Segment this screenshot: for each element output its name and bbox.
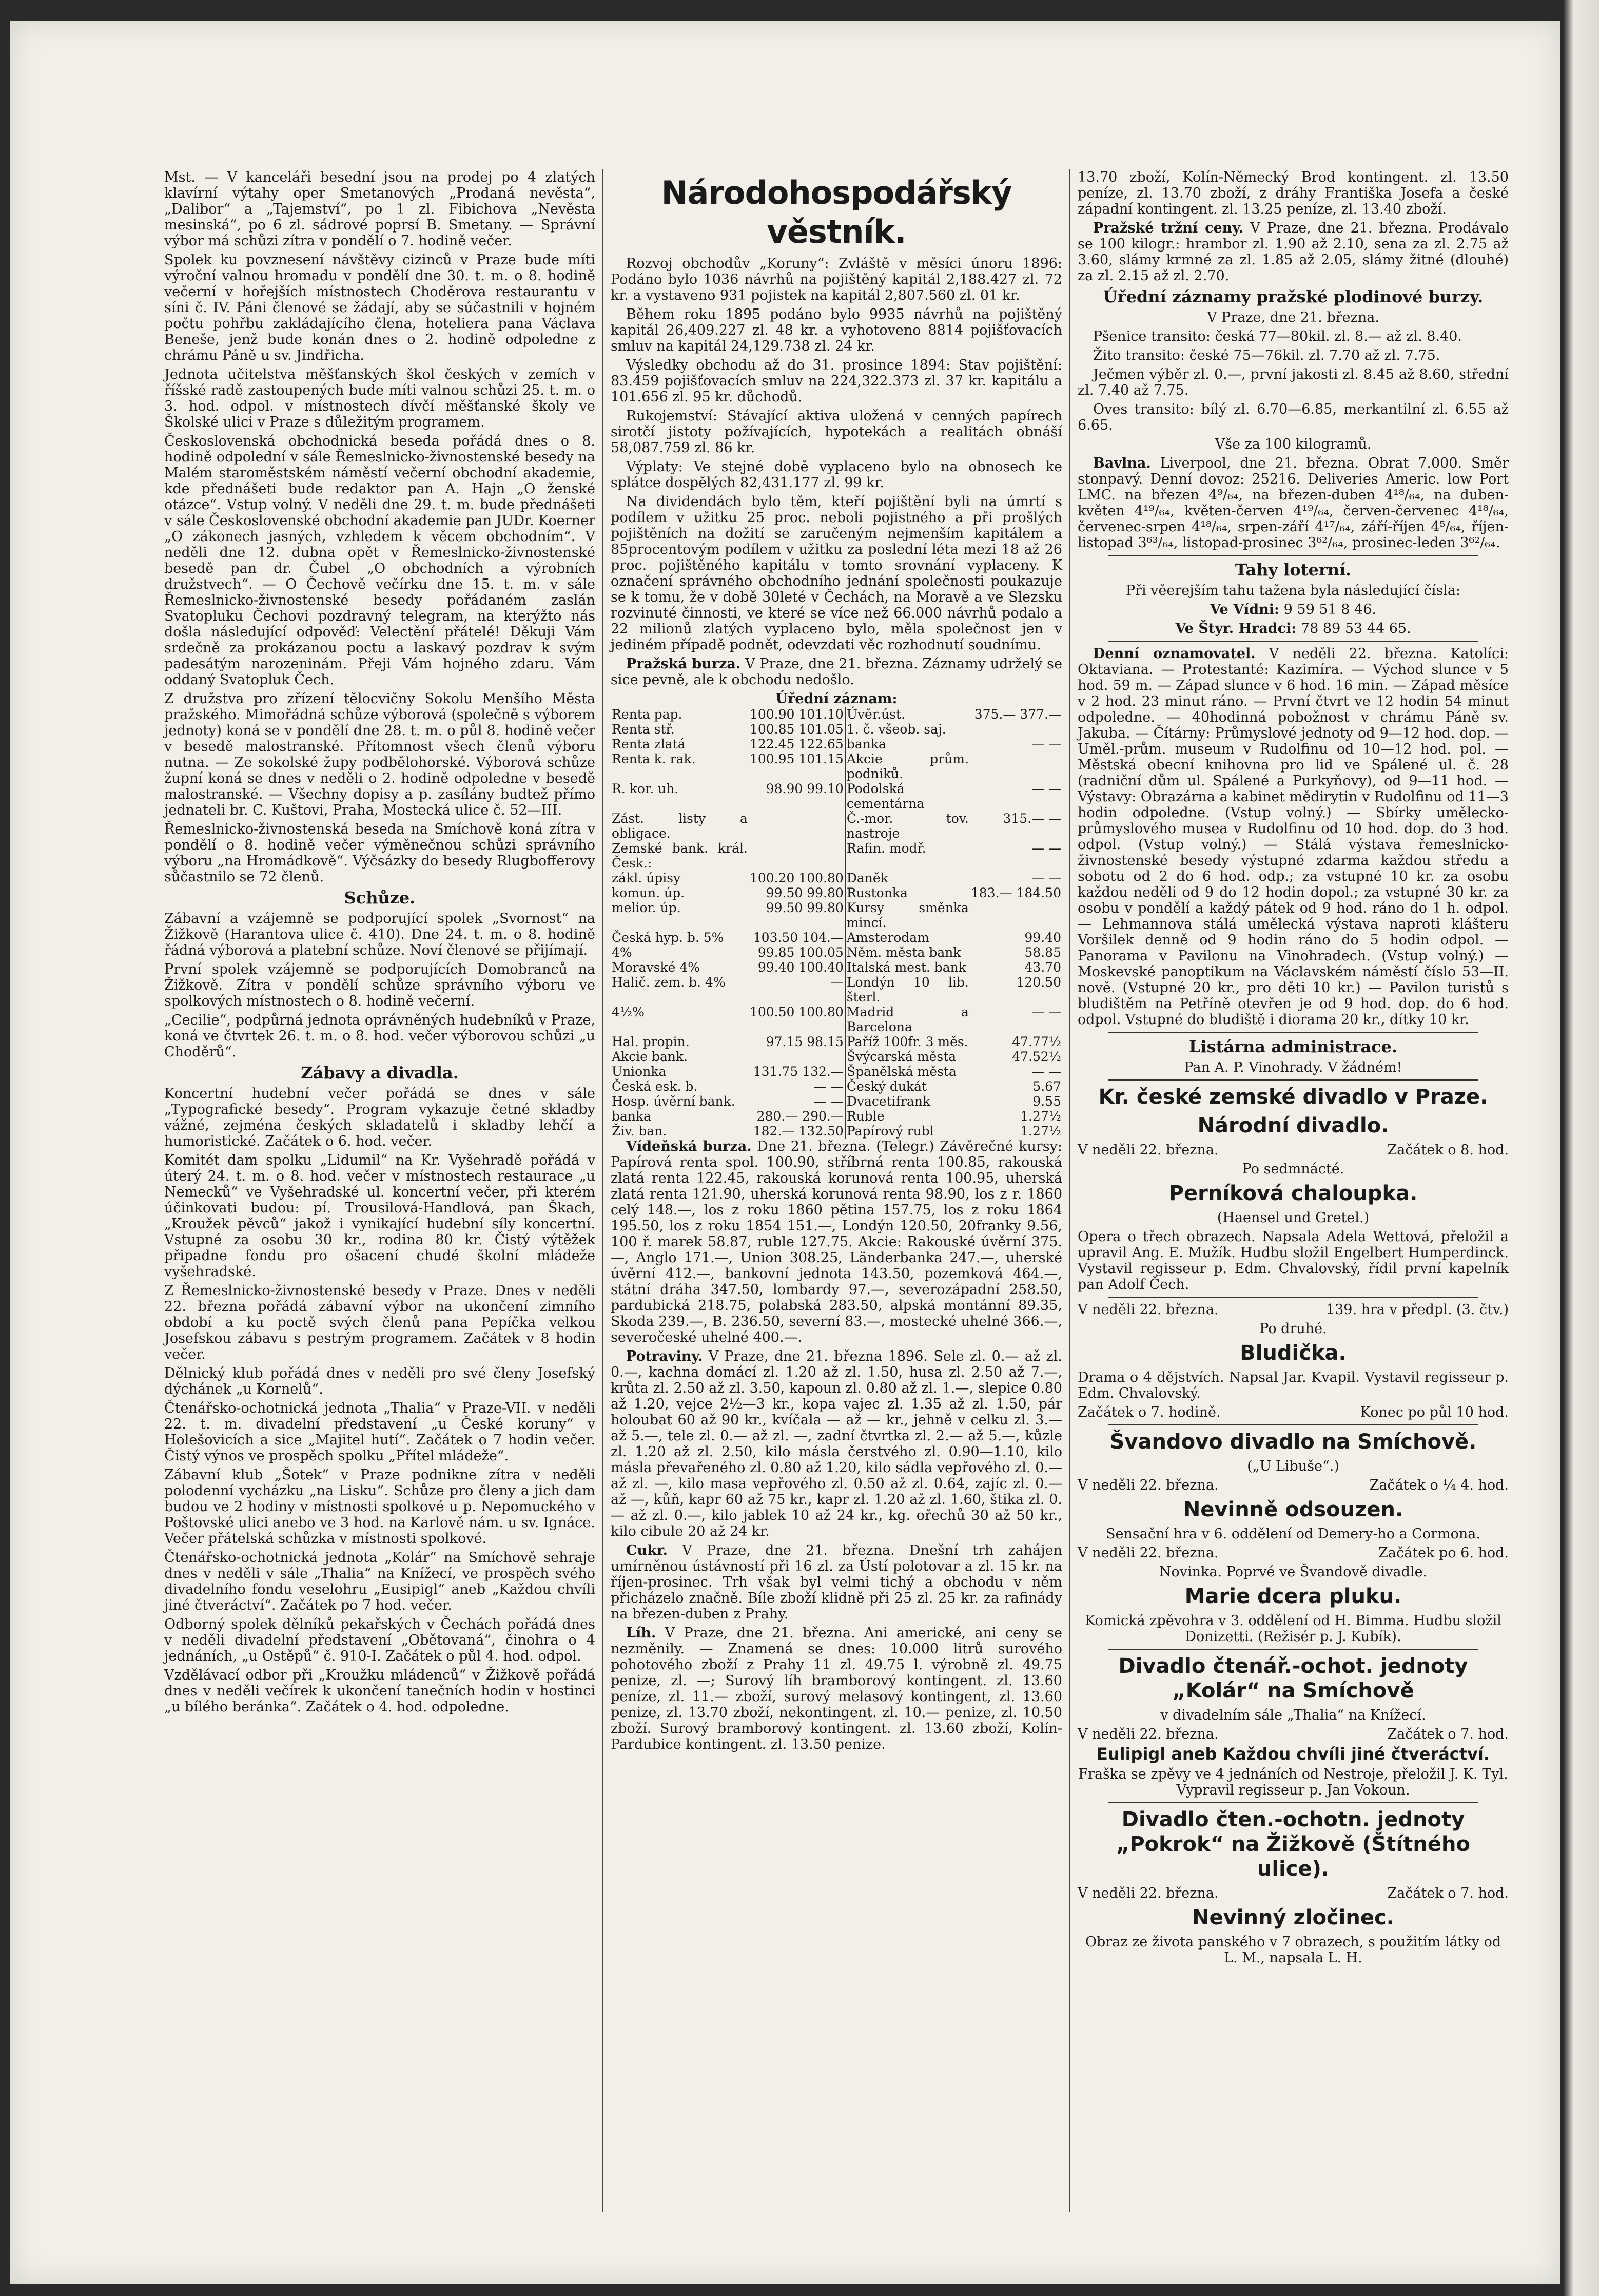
show-date: V neděli 22. března.	[1078, 1885, 1219, 1901]
show-start: Začátek o 8. hod.	[1387, 1142, 1509, 1158]
table-cell: Halič. zem. b. 4%	[612, 975, 726, 990]
play-credits: Komická zpěvohra v 3. oddělení od H. Bimma. Hudbu složil Donizetti. (Režisér p. J. Kubík).	[1085, 1613, 1502, 1645]
table-cell: melior. úp.	[612, 900, 681, 915]
table-row	[611, 871, 1062, 885]
show-note: Po sedmnácté.	[1242, 1161, 1344, 1177]
plodiny-line: Vše za 100 kilogramů.	[1215, 436, 1372, 452]
table-row	[611, 1049, 1062, 1064]
section-heading-bavlna: Bavlna.	[1093, 455, 1151, 471]
notice: Zábavní a vzájemně se podporující spolek „Svornost“ na Žižkově (Harantova ulice č. 410). Dne 24. t. m. o 8. hodině řádná výborová a platební schůze. Noví členové se přijímají.	[164, 911, 595, 958]
article-para: Rukojemství: Stávající aktiva uložená v cenných papírech sirotčí jistoty požívajících, hypotekách a realitách obnáší 58,087.759 zl. 86 kr.	[611, 408, 1062, 456]
table-cell: Madrid a Barcelona	[845, 1005, 970, 1034]
table-cell: R. kor. uh.	[612, 781, 679, 796]
table-cell: 4%	[612, 945, 632, 960]
table-cell: Česká esk. b.	[612, 1079, 698, 1094]
table-row	[611, 1124, 1062, 1139]
table-cell: 100.90 101.10	[749, 707, 844, 722]
show-note: Novinka. Poprvé ve Švandově divadle.	[1159, 1564, 1428, 1580]
table-title: Úřední záznam:	[775, 691, 898, 707]
play-title: Nevinný zločinec.	[1192, 1906, 1394, 1930]
column-left	[164, 169, 595, 1718]
theatre-subtitle: v divadelním sále „Thalia“ na Knížecí.	[1160, 1707, 1426, 1723]
table-cell: Italská mest. bank	[845, 960, 970, 975]
table-cell: Český dukát	[845, 1079, 970, 1094]
plodiny-line: Pšenice transito: česká 77—80kil. zl. 8.— až zl. 8.40.	[1093, 329, 1463, 344]
theatre-name: Národní divadlo.	[1197, 1114, 1389, 1137]
table-cell: Dvacetifrank	[845, 1094, 970, 1109]
notice: Komitét dam spolku „Lidumil“ na Kr. Vyšehradě pořádá v úterý 24. t. m. o 8. hod. večer v místnostech restaurace „u Nemecků“ ve Vyšehradské ul. koncertní večer, při kterém účinkovati budou: pí. Trousilová-Handlová, pan Škach, „Kroužek pěvců“ jakož i vynikající hudební síly koncertní. Vstupné za osobu 30 kr., rodina 80 kr. Čistý výtěžek připadne fondu pro ošacení chudé školní mládeže vyšehradské.	[164, 1152, 595, 1280]
table-cell: Paříž 100fr. 3 měs.	[845, 1034, 970, 1049]
show-start: Začátek po 6. hod.	[1378, 1545, 1509, 1561]
table-cell: Španělská města	[845, 1064, 970, 1079]
section-heading-cukr: Cukr.	[626, 1542, 668, 1558]
listarna-text: Pan A. P. Vinohrady. V žádném!	[1184, 1059, 1402, 1075]
show-end: Konec po půl 10 hod.	[1360, 1404, 1509, 1420]
table-cell: Akcie prům. podniků.	[845, 751, 970, 781]
notice: Spolek ku povznesení návštěvy cizinců v Praze bude míti výroční valnou hromadu v pondělí dne 30. t. m. o 8. hodině večerní v hořejších místnostech Choděrova restaurantu v síni č. IV. Páni členové se žádají, aby se súčastnili v hojném počtu pohřbu zakládajícího člena, hoteliera pana Václava Beneše, jenž bude konán dnes o 2. hodině odpoledne z chrámu Páně u sv. Jindřicha.	[164, 252, 595, 363]
table-cell: — —	[1031, 1005, 1061, 1019]
table-cell: Akcie bank.	[612, 1049, 688, 1064]
divider	[1108, 1032, 1478, 1033]
column-rule	[602, 169, 603, 2212]
table-cell: Zemské bank. král. Česk.:	[612, 841, 748, 871]
table-cell: 9.55	[1032, 1094, 1061, 1109]
section-heading-listarna: Listárna administrace.	[1188, 1037, 1398, 1056]
lih-text: V Praze, dne 21. března. Ani americké, ani ceny se nezměnily. — Znamená se dnes: 10.000 litrů surového pohotového zboží z Prahy 11 zl. 49.75 l. výrobně zl. 49.75 penize, zl. —; Surový líh bramborový kontingent. zl. 13.60 peníze, zl. 11.— zboží, surový melasový kontingent, zl. 13.60 penize, zl. 13.70 zboží, nekontingent. zl. 10.— penize, zl. 10.50 zboží. Surový bramborový kontingent. zl. 13.60 zboží, Kolín-Pardubice kontingent. zl. 13.50 penize.	[611, 1625, 1062, 1752]
notice: Odborný spolek dělníků pekařských v Čechách pořádá dnes v neděli divadelní představení „Obětovaná“, činohra o 4 jednáních, „u Ostěpů“ č. 910-I. Začátek o půl 4. hod. odpol.	[164, 1616, 595, 1664]
show-note: 139. hra v předpl. (3. čtv.)	[1325, 1302, 1509, 1318]
table-row	[611, 960, 1062, 975]
table-cell: 4½%	[612, 1005, 645, 1019]
table-row	[611, 1109, 1062, 1124]
table-cell: 58.85	[1024, 945, 1061, 960]
table-cell: 100.50 100.80	[749, 1005, 844, 1019]
table-cell: 315.— —	[1003, 811, 1061, 826]
table-cell: 120.50	[1016, 975, 1061, 990]
table-cell: Hal. propin.	[612, 1034, 690, 1049]
table-cell: Č.-mor. tov. nastroje	[845, 811, 970, 841]
table-cell: Rustonka	[845, 885, 970, 900]
table-row	[611, 930, 1062, 945]
table-cell: Unionka	[612, 1064, 667, 1079]
table-cell	[970, 751, 1062, 781]
table-cell: 47.52½	[1012, 1049, 1061, 1064]
potraviny-text: V Praze, dne 21. března 1896. Sele zl. 0.— až zl. 0.—, kachna domácí zl. 1.20 až zl. 1.50, husa zl. 2.50 až 7.—, krůta zl. 2.50 až zl. 3.50, kapoun zl. 0.80 až zl. 1.—, slepice 0.80 až 1.20, vejce 2½—3 kr., kopa vajec zl. 1.35 až zl. 1.50, pár holoubat 60 až 90 kr., kvíčala — až — kr., jehně v celku zl. 3.— až 5.—, tele zl. 0.— až zl. —, zadní čtvrtka zl. 2.— až 5.—, kůzle zl. 1.20 až zl. 2.50, kilo másla čerstvého zl. 0.90—1.10, kilo másla převařeného zl. 0.80 až 1.20, kilo sádla vepřového zl. 0.— až zl. —, kilo masa vepřového zl. 0.50 až zl. 0.64, zajíc zl. 0.— až —, kůň, kapr 60 až 75 kr., kapr zl. 1.20 až zl. 1.60, štika zl. 0.— až zl. 0.—, kilo jablek 10 až 24 kr., kg. ořechů 30 až 50 kr., kilo cibule 20 až 24 kr.	[611, 1348, 1062, 1539]
table-cell: 43.70	[1024, 960, 1061, 975]
table-cell: 183.— 184.50	[970, 885, 1061, 900]
table-cell: Rafin. modř.	[845, 841, 970, 871]
table-cell: 97.15 98.15	[766, 1034, 844, 1049]
table-cell: — —	[1031, 781, 1061, 796]
table-cell: 280.— 290.—	[756, 1109, 844, 1124]
section-heading-potraviny: Potraviny.	[626, 1348, 703, 1364]
table-cell: 1. č. všeob. saj.	[845, 722, 970, 737]
table-cell	[749, 841, 845, 871]
table-cell: Něm. města bank	[845, 945, 970, 960]
show-start: Začátek o 7. hod.	[1387, 1885, 1509, 1901]
videnska-text: Dne 21. března. (Telegr.) Závěrečné kursy: Papírová renta spol. 100.90, stříbrná renta 100.85, rakouská zlatá renta 122.45, rakouská korunová renta 100.95, uherská zlatá renta 121.90, uherská korunová renta 98.90, los z r. 1860 celý 148.—, los z roku 1860 pětina 157.75, los z roku 1864 195.50, los z roku 1854 151.—, Londýn 120.50, 20franky 9.56, 100 ř. marek 58.87, ruble 127.75. Akcie: Rakouské úvěrní 375.—, Anglo 171.—, Union 308.25, Länderbanka 247.—, uherské úvěrní 412.—, bankovní jednota 143.50, pozemková 464.—, státní dráha 347.50, lombardy 97.—, severozápadní 258.50, pardubická 218.75, polabská 283.50, alpská montánní 89.35, Skoda 239.—, B. 236.50, severní 83.—, mostecké uhelné 366.—, severočeské uhelné 400.—.	[611, 1139, 1062, 1345]
table-cell: — —	[813, 1079, 844, 1094]
show-date: V neděli 22. března.	[1078, 1302, 1219, 1318]
notice: Čtenářsko-ochotnická jednota „Thalia“ v Praze-VII. v neděli 22. t. m. divadelní představení „u České koruny“ v Holešovicích a sice „Majitel hutí“. Začátek o 7 hodin večer. Čistý výnos ve prospěch spolku „Přítel mládeže“.	[164, 1400, 595, 1464]
section-heading-zabavy: Zábavy a divadla.	[301, 1063, 459, 1083]
table-cell: 99.50 99.80	[766, 900, 844, 915]
table-row	[611, 707, 1062, 722]
table-cell: 100.85 101.05	[749, 722, 844, 737]
table-cell: 99.40 100.40	[757, 960, 844, 975]
table-cell: Renta stř.	[612, 722, 675, 737]
divider	[1108, 1649, 1478, 1650]
table-cell: zákl. úpisy	[612, 871, 681, 885]
notice: Zábavní klub „Šotek“ v Praze podnikne zítra v neděli polodenní vycházku „na Lisku“. Schůze pro členy a jich dam budou ve 2 hodiny v místnosti spolkové u p. Nepomuckého v Poštovské ulici anebo ve 3 hod. na Karlově nám. u sv. Ignáce. Večer přátelská schůzka v místnosti spolkové.	[164, 1467, 595, 1547]
section-heading-burza: Pražská burza.	[626, 656, 741, 672]
section-heading-divadlo: Kr. české zemské divadlo v Praze.	[1098, 1085, 1488, 1109]
table-row	[611, 841, 1062, 871]
tahy-city: Ve Vídni:	[1210, 602, 1280, 618]
table-cell: Renta k. rak.	[612, 751, 696, 766]
divider	[1108, 555, 1478, 556]
table-cell	[749, 811, 845, 841]
table-cell: Hosp. úvěrní bank.	[612, 1094, 735, 1109]
play-credits: Opera o třech obrazech. Napsala Adela Wettová, přeložil a upravil Ang. E. Mužík. Hudbu složil Engelbert Humperdinck. Vystavil regisseur p. Edm. Chvalovský, řídil první kapelník pan Adolf Čech.	[1078, 1229, 1509, 1292]
quotes-table	[611, 707, 1062, 1139]
article-para: 13.70 zboží, Kolín-Německý Brod kontingent. zl. 13.50 peníze, zl. 13.70 zboží, z dráhy Františka Josefa a české západní kontingent. zl. 13.25 peníze, zl. 13.40 zboží.	[1078, 169, 1509, 217]
play-title: Nevinně odsouzen.	[1183, 1498, 1403, 1521]
show-note: Po druhé.	[1259, 1321, 1327, 1337]
notice: Koncertní hudební večer pořádá se dnes v sále „Typografické besedy“. Program vykazuje četné skladby vážné, zejména českých skladatelů i skladby lehčí a humoristické. Začátek o 6. hod. večer.	[164, 1086, 595, 1149]
article-para: Rozvoj obchodův „Koruny“: Zvláště v měsíci únoru 1896: Podáno bylo 1036 návrhů na pojištěný kapitál 2,188.427 zl. 72 kr. a vystaveno 931 pojistek na kapitál 2,807.560 zl. 01 kr.	[611, 256, 1062, 303]
play-title: Perníková chaloupka.	[1168, 1182, 1418, 1205]
table-cell: Moravské 4%	[612, 960, 700, 975]
plodiny-line: Oves transito: bílý zl. 6.70—6.85, merkantilní zl. 6.55 až 6.65.	[1078, 401, 1509, 433]
table-cell: Amsterodam	[845, 930, 970, 945]
show-date: V neděli 22. března.	[1078, 1545, 1219, 1561]
show-date: V neděli 22. března.	[1078, 1477, 1219, 1493]
plodiny-line: V Praze, dne 21. března.	[1207, 310, 1379, 325]
denni-text: V neděli 22. března. Katolíci: Oktaviana. — Protestanté: Kazimíra. — Východ slunce v 5 hod. 59 m. — Západ slunce v 6 hod. 16 min. — Západ měsíce v 2 hod. 23 minut ráno. — První čtvrt ve 12 hodin 54 minut odpoledne. — 40hodinná pobožnost v chrámu Páně sv. Jakuba. — Čítárny: Průmyslové jednoty od 9—12 hod. dop. — Uměl.-prům. museum v Rudolfinu od 10—12 hod. pol. — Městská obecní knihovna pro lid ve Spálené ul. č. 28 (radniční dům ul. Spálené a Purkyňovy), od 9—11 hod. — Výstavy: Obrazárna a kabinet mědirytin v Rudolfinu od 11—3 hodin odpoledne. (Vstup volný.) — Sbírky umělecko-průmyslového musea v Rudolfinu od 10 hod. dop. do 3 hod. odpol. (Vstup volný.) — Stálá výstava řemeslnicko-živnostenské besedy výstupné zdarma každou středu a sobotu od 2 do 6 hod. odp.; za vstupné 10 kr. za osobu každou neděli od 9 do 12 hodin dopol.; za vstupné 30 kr. za osobu v pondělí a každý pátek od 9 hod. ráno do 1 h. odpol. — Lehmannova stálá umělecká výstava naproti klášteru Voršilek denně od 9 hodin ráno do 5 hodin odpol. — Panorama v Pavilonu na Vinohradech. (Vstup volný.) — Moskevské panoptikum na Václavském náměstí číslo 53—II. nově. (Vstupné 20 kr., pro děti 10 kr.) — Pavilon turistů s bludištěm na Petříně otevřen je od 9 hod. dop. do 6 hod. odpol. Vstupné do bludiště i diorama 20 kr., dítky 10 kr.	[1078, 646, 1509, 1028]
table-cell	[749, 1049, 845, 1064]
table-row	[611, 751, 1062, 781]
table-cell: Ruble	[845, 1109, 970, 1124]
table-cell: 1.27½	[1020, 1124, 1061, 1139]
tahy-city: Ve Štyr. Hradci:	[1175, 621, 1297, 636]
table-cell: Londýn 10 lib. šterl.	[845, 975, 970, 1005]
tahy-numbers: 9 59 51 8 46.	[1283, 602, 1376, 618]
table-cell: 99.40	[1024, 930, 1061, 945]
table-cell: 122.45 122.65	[749, 737, 844, 751]
table-cell: banka	[845, 737, 970, 751]
column-right	[1078, 169, 1509, 1969]
notice: Vzdělávací odbor při „Kroužku mládenců“ v Žižkově pořádá dnes v neděli večírek k ukončení tanečních hodin v hostinci „u bílého beránka“. Začátek o 4. hod. odpoledne.	[164, 1667, 595, 1715]
column-middle	[611, 169, 1062, 1755]
play-title: Eulipigl aneb Každou chvíli jiné čtveráctví.	[1096, 1744, 1490, 1764]
show-date: V neděli 22. března.	[1078, 1142, 1219, 1158]
table-cell: 131.75 132.—	[753, 1064, 844, 1079]
play-credits: Obraz ze života panského v 7 obrazech, s použitím látky od L. M., napsala L. H.	[1085, 1934, 1502, 1966]
show-date: V neděli 22. března.	[1078, 1726, 1219, 1742]
section-heading-trzni: Pražské tržní ceny.	[1093, 220, 1244, 236]
table-cell: Úvěr.úst.	[845, 707, 970, 722]
play-subtitle: (Haensel und Gretel.)	[1217, 1210, 1370, 1226]
table-cell: 47.77½	[1012, 1034, 1061, 1049]
table-row	[611, 885, 1062, 900]
table-cell: Česká hyp. b. 5%	[612, 930, 724, 945]
notice: Z Řemeslnicko-živnostenské besedy v Praze. Dnes v neděli 22. března pořádá zábavní výbor na ukončení zimního období a ku poctě svých členů pana Pepíčka velkou Josefskou zábavu s pestrým programem. Začátek v 8 hodin večer.	[164, 1283, 595, 1362]
trzni-text: V Praze, dne 21. března. Prodávalo se 100 kilogr.: hrambor zl. 1.90 až 2.10, sena za zl. 2.75 až 3.60, slámy krmné za zl. 1.85 až 2.05, slámy žitné (dlouhé) za zl. 2.15 až zl. 2.70.	[1078, 220, 1509, 284]
divider	[1108, 1424, 1478, 1425]
divider	[1108, 1297, 1478, 1298]
table-cell: — —	[1031, 1064, 1061, 1079]
table-cell: Papírový rubl	[845, 1124, 970, 1139]
section-heading-denni: Denní oznamovatel.	[1093, 646, 1256, 662]
divider	[1108, 641, 1478, 642]
section-heading-lih: Líh.	[626, 1625, 656, 1641]
table-cell: Renta zlatá	[612, 737, 686, 751]
table-cell: Zást. listy a obligace.	[612, 811, 748, 841]
table-row	[611, 900, 1062, 930]
table-cell	[970, 722, 1062, 737]
table-cell: 100.95 101.15	[749, 751, 844, 766]
table-cell: komun. úp.	[612, 885, 685, 900]
table-cell: — —	[1031, 871, 1061, 885]
notice: První spolek vzájemně se podporujících Domobranců na Žižkově. Zítra v pondělí schůze správního výboru ve spolkových místnostech o 8. hodině večerní.	[164, 961, 595, 1009]
table-cell: Živ. ban.	[612, 1124, 667, 1139]
notice: Řemeslnicko-živnostenská beseda na Smíchově koná zítra v pondělí o 8. hodině večer výměnečnou schůzi správního výboru „na Hromádkově“. Výčsázky do besedy Rlugbofferovy sůčastnilo se 72 členů.	[164, 821, 595, 885]
play-title: Bludička.	[1240, 1341, 1347, 1365]
table-cell: 375.— 377.—	[974, 707, 1061, 722]
table-cell: Kursy směnka mincí.	[845, 900, 970, 930]
notice: Československá obchodnická beseda pořádá dnes o 8. hodině odpolední v sále Řemeslnicko-živnostenské besedy na Malém staroměstském náměstí večerní obchodní akademie, kde přednášeti bude redaktor pan A. Hajn „O ženské otázce“. Vstup volný. V neděli dne 29. t. m. bude přednášeti v sále Československé obchodní akademie pan JUDr. Koerner „O zákonech jasných, vzhledem k věcem obchodním“. V neděli dne 12. dubna opět v Řemeslnicko-živnostenské besedě pan dr. Čubel „O obchodních a výrobních družstvech“. — O Čechově večírku dne 15. t. m. v sále Řemeslnicko-živnostenské besedy pořádaném zaslán Svatopluku Čechovi pozdravný telegram, na kterýžto nás došla následující odpověď: Velectění přátelé! Děkuji Vám srdečně za prokázanou poctu a laskavý pozdrav k svým padesátým narozeninám. Přeji Vám hojného zdaru. Vám oddaný Svatopluk Čech.	[164, 433, 595, 688]
tahy-intro: Při věerejším tahu tažena byla následující čísla:	[1125, 583, 1461, 599]
table-cell: 99.85 100.05	[757, 945, 844, 960]
table-cell: — —	[813, 1094, 844, 1109]
theatre-subtitle: („U Libuše“.)	[1247, 1458, 1339, 1474]
table-cell	[970, 900, 1062, 930]
table-row	[611, 945, 1062, 960]
table-cell: 99.50 99.80	[766, 885, 844, 900]
table-cell: — —	[1031, 737, 1061, 751]
theatre-name: Divadlo čtenář.-ochot. jednoty „Kolár“ na Smíchově	[1118, 1654, 1468, 1703]
table-cell: 5.67	[1032, 1079, 1061, 1094]
table-row	[611, 1005, 1062, 1034]
table-row	[611, 1064, 1062, 1079]
show-start: Začátek o 7. hod.	[1387, 1726, 1509, 1742]
burza-intro: V Praze, dne 21. března. Záznamy udrželý se sice pevně, ale k obchodu nedošlo.	[611, 656, 1062, 688]
section-heading-plodiny: Úřední záznamy pražské plodinové burzy.	[1103, 287, 1484, 306]
notice: Čtenářsko-ochotnická jednota „Kolár“ na Smíchově sehraje dnes v neděli v sále „Thalia“ na Knížecí, ve prospěch svého divadelního fondu veselohru „Eusipigl“ aneb „Každou chvíli jiné čtveráctví“. Začátek po 7 hod. večer.	[164, 1550, 595, 1613]
play-title: Marie dcera pluku.	[1184, 1585, 1402, 1608]
bavlna-text: Liverpool, dne 21. března. Obrat 7.000. Směr stonpavý. Denní dovoz: 25216. Deliveries Americ. low Port LMC. na březen 4⁹/₆₄, na březen-duben 4¹⁸/₆₄, na duben-květen 4¹⁹/₆₄, květen-červen 4¹⁹/₆₄, červen-červenec 4¹⁸/₆₄, červenec-srpen 4¹⁸/₆₄, srpen-září 4¹⁷/₆₄, září-říjen 4⁵/₆₄, říjen-listopad 3⁶³/₆₄, listopad-prosinec 3⁶²/₆₄, prosinec-leden 3⁶²/₆₄.	[1078, 455, 1509, 551]
show-start: Začátek o 7. hodině.	[1078, 1404, 1221, 1420]
table-cell: 1.27½	[1020, 1109, 1061, 1124]
page-title: Národohospodářský věstník.	[661, 174, 1012, 250]
article-para: Výsledky obchodu až do 31. prosince 1894: Stav pojištění: 83.459 pojišťovacích smluv na 224,322.373 zl. 37 kr. kapitálu a 101.656 zl. 95 kr. důchodů.	[611, 357, 1062, 405]
tahy-numbers: 78 89 53 44 65.	[1300, 621, 1411, 636]
table-cell: Švýcarská města	[845, 1049, 970, 1064]
table-cell: —	[830, 975, 844, 990]
table-cell: Renta pap.	[612, 707, 682, 722]
play-credits: Drama o 4 dějstvích. Napsal Jar. Kvapil. Vystavil regisseur p. Edm. Chvalovský.	[1078, 1369, 1509, 1401]
table-row	[611, 781, 1062, 811]
table-cell: 98.90 99.10	[766, 781, 844, 796]
divider	[1108, 1802, 1478, 1803]
notice: Jednota učitelstva měšťanských škol českých v zemích v říšské radě zastoupených bude míti valnou schůzi 25. t. m. o 3. hod. odpol. v místnostech dívčí měšťanské školy ve Školské ulici v Praze s důležitým programem.	[164, 366, 595, 430]
table-cell: 182.— 132.50	[753, 1124, 844, 1139]
table-cell: Daněk	[845, 871, 970, 885]
section-heading-tahy: Tahy loterní.	[1235, 560, 1352, 580]
article-para: Výplaty: Ve stejné době vyplaceno bylo na obnosech ke splátce dospělých 82,431.177 zl. 99 kr.	[611, 459, 1062, 491]
table-row	[611, 1079, 1062, 1094]
table-cell: — —	[1031, 841, 1061, 856]
column-rule	[1069, 169, 1070, 2212]
notice: „Cecilie“, podpůrná jednota oprávněných hudebníků v Praze, koná ve čtvrtek 26. t. m. o 8. hod. večer výborovou schůzi „u Choděrů“.	[164, 1012, 595, 1060]
theatre-name: Švandovo divadlo na Smíchově.	[1109, 1430, 1477, 1454]
plodiny-line: Ječmen výběr zl. 0.—, první jakosti zl. 8.45 až 8.60, střední zl. 7.40 až 7.75.	[1078, 366, 1509, 398]
table-row	[611, 722, 1062, 737]
table-row	[611, 1034, 1062, 1049]
page-edge-strip	[1563, 0, 1599, 2296]
table-cell: banka	[612, 1109, 652, 1124]
play-credits: Fraška se zpěvy ve 4 jednáních od Nestroje, přeložil J. K. Tyl. Vypravil regisseur p. Jan Vokoun.	[1078, 1766, 1508, 1798]
plodiny-line: Žito transito: české 75—76kil. zl. 7.70 až zl. 7.75.	[1093, 348, 1440, 363]
play-credits: Sensační hra v 6. oddělení od Demery-ho a Cormona.	[1106, 1526, 1480, 1542]
divider	[1108, 1079, 1478, 1081]
table-cell: 103.50 104.—	[753, 930, 844, 945]
notice: Mst. — V kanceláři besední jsou na prodej po 4 zlatých klavírní výtahy oper Smetanových „Prodaná nevěsta“, „Dalibor“ a „Tajemství“, po 1 zl. Fibichova „Nevěsta mesinská“, po 6 zl. sádrové poprsí B. Smetany. — Správní výbor má schůzi zítra v pondělí o 7. hodině večer.	[164, 169, 595, 249]
section-heading-videnska: Vídeňská burza.	[626, 1139, 752, 1154]
article-para: Na dividendách bylo těm, kteří pojištění byli na úmrtí s podílem v užitku 25 proc. neboli pojistného a při prošlých pojištěních na dožití se zaručeným nejmenším kapitálem a 85procentovým podílem v užitku za poslední léta mezi 18 až 26 proc. pojištěného kapitálu v tomto srovnání vyplaceny. K označení správného obchodního jednání společnosti poukazuje se k tomu, že v době 30leté v Čechách, na Moravě a ve Slezsku rozvinuté činnosti, ve které se více než 66.000 návrhů podalo a 22 milionů zlatých vyplaceno bylo, měla společnost jen v jediném případě podnět, odevzdati věc rozhodnutí soudnímu.	[611, 494, 1062, 653]
cukr-text: V Praze, dne 21. března. Dnešní trh zahájen umírněnou ústávností při 16 zl. za Ústí polotovar a zl. 15 kr. na říjen-prosinec. Trh však byl velmi tichý a obchodu v něm přicházelo značně. Bíle zboží klidně při 25 zl. 25 kr. za rafinády na březen-duben z Prahy.	[611, 1542, 1062, 1622]
notice: Dělnický klub pořádá dnes v neděli pro své členy Josefský dýchánek „u Kornelů“.	[164, 1365, 595, 1397]
newspaper-page	[10, 21, 1560, 2284]
notice: Z družstva pro zřízení tělocvičny Sokolu Menšího Města pražského. Mimořádná schůze výborová (společně s výborem jednoty) koná se v pondělí dne 28. t. m. o půl 8. hodině večer v besedě malostranské. Přítomnost všech členů výboru nutna. — Ze sokolské župy podbělohorské. Výborová schůze župní koná se dnes v neděli o 2. hodině odpoledne v besedě malostranské. — Všechny dopisy a p. zasílány budtež přímo jednateli br. C. Kuštovi, Praha, Mostecká ulice č. 52—III.	[164, 691, 595, 818]
table-row	[611, 975, 1062, 1005]
table-row	[611, 1094, 1062, 1109]
article-para: Během roku 1895 podáno bylo 9935 návrhů na pojištěný kapitál 26,409.227 zl. 48 kr. a vyhotoveno 8814 pojišťovacích smluv na kapitál 24,129.738 zl. 24 kr.	[611, 306, 1062, 354]
section-heading-schuze: Schůze.	[344, 888, 416, 908]
table-cell: 100.20 100.80	[749, 871, 844, 885]
table-row	[611, 811, 1062, 841]
show-start: Začátek o ¼ 4. hod.	[1369, 1477, 1509, 1493]
table-row	[611, 737, 1062, 751]
theatre-name: Divadlo čten.-ochotn. jednoty „Pokrok“ na Žižkově (Štítného ulice).	[1116, 1808, 1470, 1881]
table-cell: Podolská cementárna	[845, 781, 970, 811]
